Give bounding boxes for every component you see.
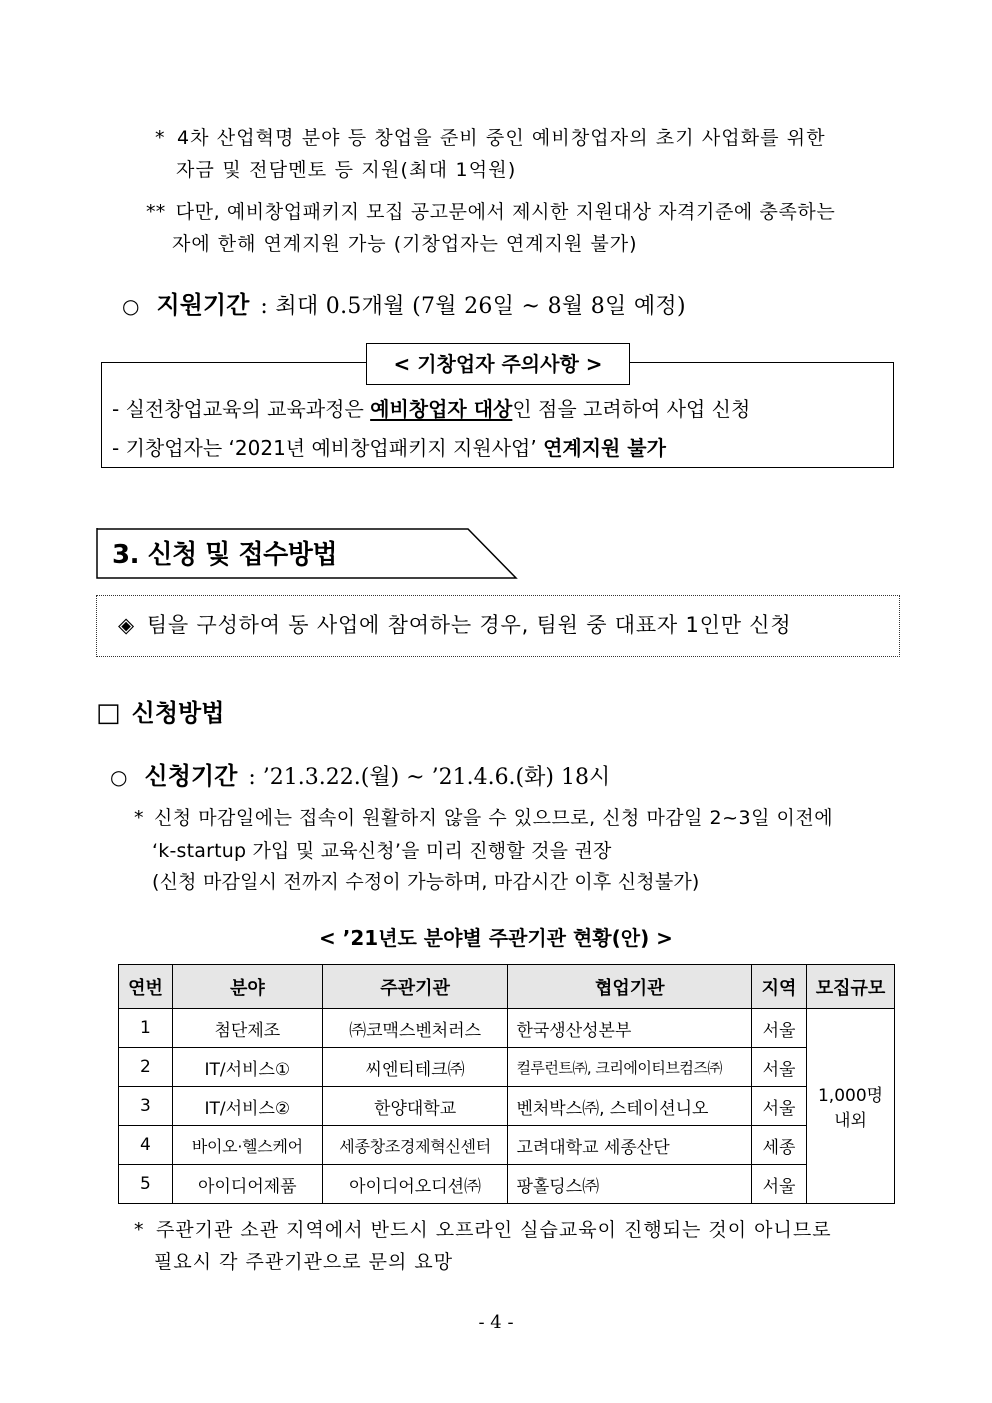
apply-note-1 [134, 802, 904, 834]
table-row [119, 1126, 895, 1165]
caution-line-1-text: - 실전창업교육의 교육과정은 [112, 397, 371, 421]
caution-line-1-tail: 인 점을 고려하여 사업 신청 [512, 397, 751, 421]
cell-no: 4 [119, 1126, 173, 1165]
caution-highlight-2: 연계지원 불가 [543, 436, 666, 460]
apply-period-value: : ’21.3.22.(월) ~ ’21.4.6.(화) 18시 [248, 765, 611, 790]
caution-highlight-1: 예비창업자 대상 [370, 397, 513, 421]
cell-no: 3 [119, 1087, 173, 1126]
page-number: - 4 - [478, 1312, 514, 1333]
cell-host: 아이디어오디션㈜ [322, 1165, 508, 1204]
note-mark: * [134, 1219, 144, 1241]
table-row [119, 1087, 895, 1126]
table-row [119, 1048, 895, 1087]
cell-no: 5 [119, 1165, 173, 1204]
cell-host: ㈜코맥스벤처러스 [322, 1009, 508, 1048]
host-institution-table [118, 964, 895, 1204]
note-2 [146, 196, 906, 228]
bullet-circle: ○ [122, 294, 140, 318]
support-period [122, 285, 686, 320]
note-mark: * [155, 127, 165, 149]
cell-region: 서울 [752, 1048, 807, 1087]
cell-region: 세종 [752, 1126, 807, 1165]
cell-partner: 한국생산성본부 [508, 1009, 752, 1048]
bottom-note-text: 주관기관 소관 지역에서 반드시 오프라인 실습교육이 진행되는 것이 아니므로 [155, 1219, 832, 1241]
checkbox-icon: □ [96, 698, 121, 728]
col-header: 연번 [119, 965, 173, 1009]
cell-partner: 팡홀딩스㈜ [508, 1165, 752, 1204]
method-heading-text: 신청방법 [131, 699, 225, 727]
note-text: 4차 산업혁명 분야 등 창업을 준비 중인 예비창업자의 초기 사업화를 위한 [176, 127, 826, 149]
cell-field: 아이디어제품 [172, 1165, 322, 1204]
scale-line-2: 내외 [834, 1111, 867, 1131]
note-2-cont: 자에 한해 연계지원 가능 (기창업자는 연계지원 불가) [172, 233, 638, 255]
apply-period-label: 신청기간 [144, 762, 238, 790]
cell-partner: 컬루런트㈜, 크리에이티브컴즈㈜ [508, 1048, 752, 1087]
apply-note-2: ‘k-startup 가입 및 교육신청’을 미리 진행할 것을 권장 [152, 840, 612, 862]
cell-field: 첨단제조 [172, 1009, 322, 1048]
support-period-label: 지원기간 [156, 291, 250, 319]
method-heading [96, 693, 224, 728]
support-period-value: : 최대 0.5개월 (7월 26일 ~ 8월 8일 예정) [260, 294, 686, 319]
table-row [119, 1009, 895, 1048]
cell-host: 세종창조경제혁신센터 [322, 1126, 508, 1165]
table-header-row [119, 965, 895, 1009]
section-title: 3. 신청 및 접수방법 [112, 540, 337, 570]
cell-host: 한양대학교 [322, 1087, 508, 1126]
cell-field: IT/서비스② [172, 1087, 322, 1126]
cell-field: IT/서비스① [172, 1048, 322, 1087]
caution-box-title: < 기창업자 주의사항 > [366, 343, 630, 385]
cell-partner: 고려대학교 세종산단 [508, 1126, 752, 1165]
scale-line-1: 1,000명 [817, 1086, 884, 1106]
table-caption: < ’21년도 분야별 주관기관 현황(안) > [319, 926, 673, 950]
col-header: 분야 [172, 965, 322, 1009]
caution-line-2 [112, 432, 666, 461]
cell-no: 2 [119, 1048, 173, 1087]
note-1-cont: 자금 및 전담멘토 등 지원(최대 1억원) [176, 159, 517, 181]
cell-field: 바이오·헬스케어 [172, 1126, 322, 1165]
col-header: 지역 [752, 965, 807, 1009]
cell-partner: 벤처박스㈜, 스테이션니오 [508, 1087, 752, 1126]
cell-no: 1 [119, 1009, 173, 1048]
caution-line-1 [112, 393, 750, 422]
note-mark: ** [146, 201, 166, 223]
bottom-note-2: 필요시 각 주관기관으로 문의 요망 [154, 1251, 454, 1273]
cell-region: 서울 [752, 1165, 807, 1204]
cell-host: 씨엔티테크㈜ [322, 1048, 508, 1087]
apply-note-3: (신청 마감일시 전까지 수정이 가능하며, 마감시간 이후 신청불가) [152, 871, 700, 893]
note-mark: * [134, 807, 144, 829]
team-note [118, 609, 791, 639]
diamond-icon: ◈ [118, 613, 135, 637]
cell-scale [807, 1009, 895, 1204]
apply-note-text: 신청 마감일에는 접속이 원활하지 않을 수 있으므로, 신청 마감일 2~3일 이전에 [153, 807, 834, 829]
note-1 [155, 122, 900, 154]
cell-region: 서울 [752, 1087, 807, 1126]
apply-period [110, 756, 610, 791]
team-note-text: 팀을 구성하여 동 사업에 참여하는 경우, 팀원 중 대표자 1인만 신청 [146, 613, 792, 637]
caution-line-2-text: - 기창업자는 ‘2021년 예비창업패키지 지원사업’ [112, 436, 544, 460]
note-text: 다만, 예비창업패키지 모집 공고문에서 제시한 지원대상 자격기준에 충족하는 [175, 201, 836, 223]
bottom-note-1 [134, 1214, 904, 1246]
cell-region: 서울 [752, 1009, 807, 1048]
col-header: 주관기관 [322, 965, 508, 1009]
table-row [119, 1165, 895, 1204]
bullet-circle: ○ [110, 765, 128, 789]
col-header: 협업기관 [508, 965, 752, 1009]
col-header: 모집규모 [807, 965, 895, 1009]
